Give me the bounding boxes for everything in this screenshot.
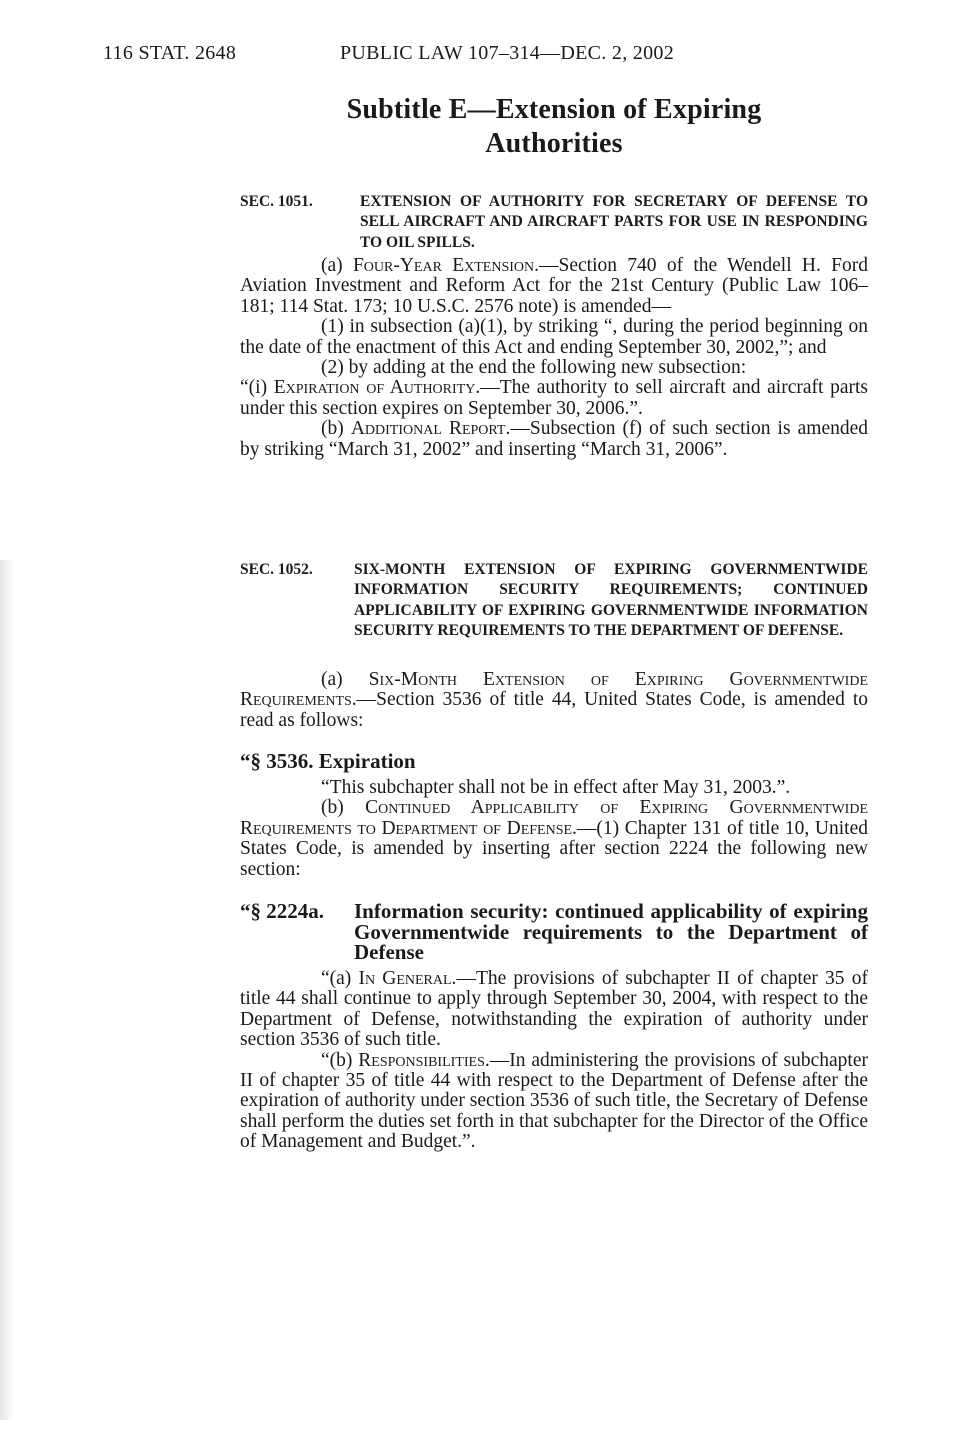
subsection-i-caption: Expiration of Authority. [273,377,481,399]
section-3536-number: “§ 3536. [240,749,314,773]
subsection-i-text: —The authority to sell aircraft and aircraft parts under this section expires on September 30, 2006.”. [240,377,868,419]
sec-1052-title: SIX-MONTH EXTENSION OF EXPIRING GOVERNMENTWIDE INFORMATION SECURITY REQUIREMENTS; CONTINUED APPLICABILITY OF EXPIRING GOVERNMENTWIDE INFORMATION SECURITY REQUIREMENTS TO THE DEPARTMENT OF DEFENSE. [354,561,868,640]
section-2224a-heading [240,901,868,963]
sec-1052-subsection-a [240,670,868,731]
sec-1052-subsection-a-block [240,670,868,731]
running-head [103,42,803,65]
sec-1051-number: SEC. 1051. [240,193,313,210]
sec-1051-heading [240,192,868,253]
subsection-a-text: —Section 740 of the Wendell H. Ford Aviation Investment and Reform Act for the 21st Century (Public Law 106–181; 114 Stat. 173; 10 U.S.C. 2576 note) is amended— [240,255,868,317]
sec-1052-continued [240,778,868,880]
sec-1052-number: SEC. 1052. [240,561,313,578]
general-text: —The provisions of subchapter II of chapter 35 of title 44 shall continue to apply through September 30, 2004, with respect to the Department of Defense, notwithstanding the expiration of authority under section 3536 of such title. [240,968,868,1051]
stat-citation: 116 STAT. 2648 [103,42,237,64]
subtitle-line-2: Authorities [485,128,623,159]
sec-1051-item-1: (1) in subsection (a)(1), by striking “, during the period beginning on the date of the enactment of this Act and ending September 30, 2002,”; and [240,316,868,358]
subsection-i-open: “(i) [240,377,274,399]
subtitle-heading [240,93,868,161]
sec-1051-subsection-i [240,378,868,419]
sec-1052-b-caption: Continued Applicability of Expiring Governmentwide Requirements to Department of Defense. [240,797,868,839]
general-open: “(a) [321,968,359,989]
subtitle-line-1: Subtitle E—Extension of Expiring [346,94,762,125]
section-3536-text: “This subchapter shall not be in effect after May 31, 2003.”. [321,777,791,798]
sec-1051-item-2: (2) by adding at the end the following new subsection: [321,357,747,379]
responsibilities-open: “(b) [321,1049,359,1071]
sec-1051-body [240,256,868,460]
section-2224a-body [240,969,868,1153]
section-2224a-title: Information security: continued applicability of expiring Governmentwide requirements to the Department of Defense [354,899,868,964]
sec-1052-a-label: (a) [321,669,369,690]
section-3536-title: Expiration [318,749,416,773]
law-citation: PUBLIC LAW 107–314—DEC. 2, 2002 [340,42,674,64]
responsibilities-caption: Responsibilities. [358,1049,490,1071]
sec-1052-heading [240,560,868,642]
general-caption: In General. [358,968,457,989]
section-2224a-subsection-a [240,969,868,1051]
subsection-a-label: (a) [321,255,353,276]
subsection-b-label: (b) [321,418,351,440]
scan-edge-shadow [0,560,14,1420]
section-3536-heading [240,751,868,772]
section-2224a-number: “§ 2224a. [240,899,324,923]
sec-1051-subsection-a [240,256,868,317]
sec-1051-subsection-b [240,419,868,460]
section-2224a-subsection-b [240,1051,868,1153]
sec-1052-a-text: —Section 3536 of title 44, United States Code, is amended to read as follows: [240,689,868,731]
subsection-b-text: —Subsection (f) of such section is amended by striking “March 31, 2002” and inserting “March 31, 2006”. [240,418,868,460]
sec-1052-b-label: (b) [321,797,366,819]
subsection-a-caption: Four-Year Extension. [352,255,539,276]
sec-1052-b-text: —(1) Chapter 131 of title 10, United States Code, is amended by inserting after section 2224 the following new section: [240,817,868,880]
responsibilities-text: —In administering the provisions of subchapter II of chapter 35 of title 44 with respect to the Department of Defense after the expiration of authority under section 3536 of such title, the Secretary of Defense shall perform the duties set forth in that subchapter for the Director of the Office of Management and Budget.”. [240,1049,868,1153]
sec-1052-subsection-b [240,798,868,880]
sec-1052-a-caption: Six-Month Extension of Expiring Governmentwide Requirements. [240,669,868,711]
subsection-b-caption: Additional Report. [350,418,511,440]
sec-1051-title: EXTENSION OF AUTHORITY FOR SECRETARY OF DEFENSE TO SELL AIRCRAFT AND AIRCRAFT PARTS FOR USE IN RESPONDING TO OIL SPILLS. [360,193,868,251]
